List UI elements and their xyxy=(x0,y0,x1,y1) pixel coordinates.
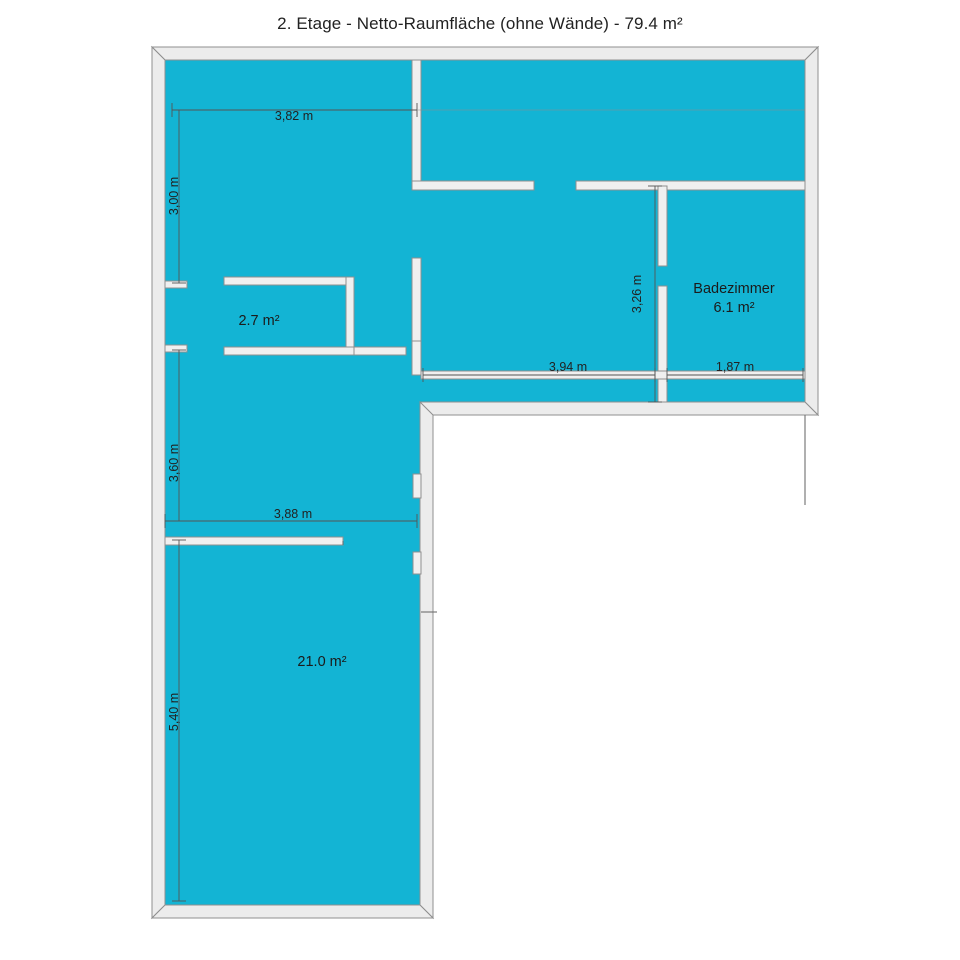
wall-center-left-lower xyxy=(412,341,421,375)
room-fill-lower xyxy=(165,402,420,905)
wall-bottom xyxy=(152,905,433,918)
wall-bottom-upper xyxy=(420,402,818,415)
wall-partition-vertical-top xyxy=(412,60,421,181)
dimension-label-3-82: 3,82 m xyxy=(274,109,314,123)
dimension-label-5-40: 5,40 m xyxy=(167,692,181,732)
dimension-label-3-00: 3,00 m xyxy=(167,176,181,216)
wall-stub-left-upper xyxy=(165,281,187,288)
dimension-label-3-26: 3,26 m xyxy=(630,274,644,314)
page-title: 2. Etage - Netto-Raumfläche (ohne Wände) - 79.4 m² xyxy=(277,14,683,33)
dimension-label-3-94: 3,94 m xyxy=(548,360,588,374)
room-area-label-small: 2.7 m² xyxy=(238,313,280,329)
wall-partition-horizontal-mid-left xyxy=(412,181,534,190)
wall-stub-lower-right-a xyxy=(413,474,421,498)
room-area-label-bathroom: 6.1 m² xyxy=(713,300,755,316)
wall-bathroom-left-lower xyxy=(658,286,667,402)
dimension-label-1-87: 1,87 m xyxy=(715,360,755,374)
wall-right-lower xyxy=(420,402,433,918)
room-area-label-living: 21.0 m² xyxy=(297,654,347,670)
wall-center-left-upper xyxy=(412,258,421,341)
wall-stub-left-mid xyxy=(165,345,187,352)
wall-left xyxy=(152,47,165,918)
wall-partition-horizontal-mid-right xyxy=(576,181,805,190)
wall-smallroom-bottom-left xyxy=(224,347,354,355)
wall-smallroom-bottom-right xyxy=(354,347,406,355)
wall-stub-lower-right-b xyxy=(413,552,421,574)
wall-top xyxy=(152,47,818,60)
wall-right-upper xyxy=(805,47,818,415)
wall-smallroom-right xyxy=(346,277,354,347)
dimension-label-3-88: 3,88 m xyxy=(273,507,313,521)
wall-smallroom-top xyxy=(224,277,354,285)
dimension-label-3-60: 3,60 m xyxy=(167,443,181,483)
room-name-bathroom: Badezimmer xyxy=(693,281,775,297)
wall-lowerroom-top xyxy=(165,537,343,545)
wall-bathroom-left-upper xyxy=(658,186,667,266)
